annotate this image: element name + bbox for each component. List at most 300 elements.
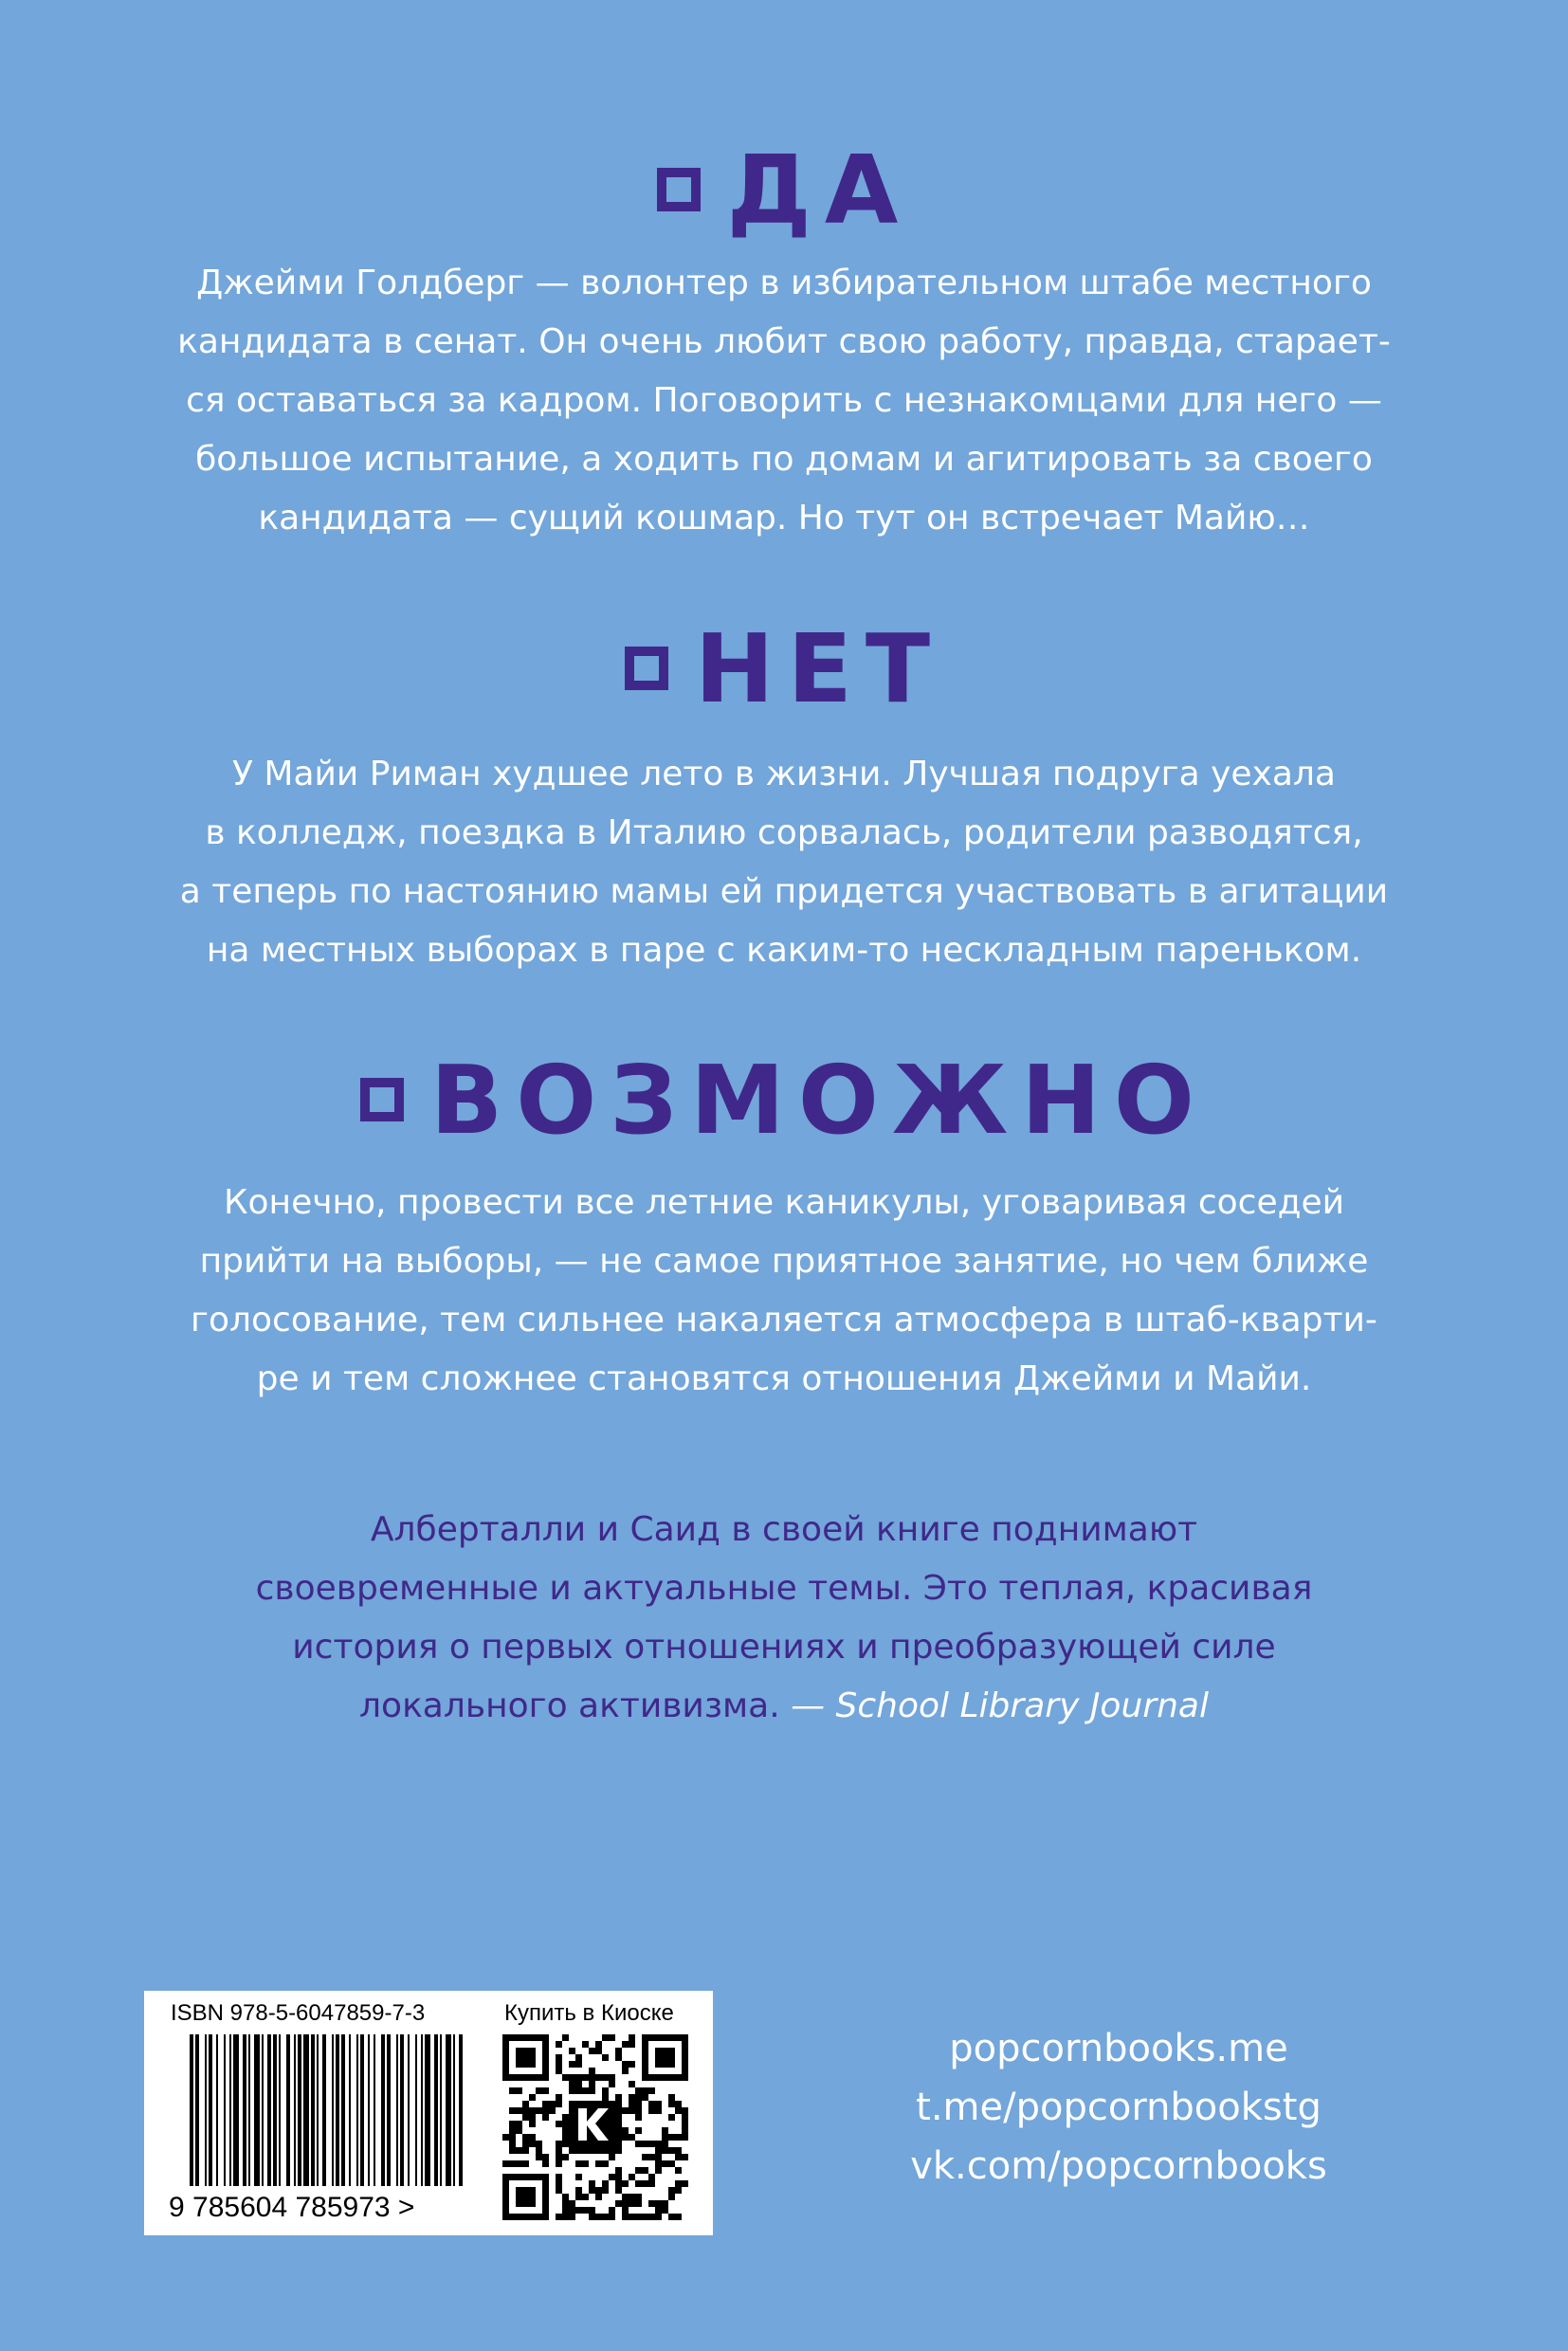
paragraph-line: голосование, тем сильнее накаляется атмосфера в штаб-кварти- — [191, 1301, 1377, 1340]
qr-module — [615, 2048, 622, 2054]
qr-module — [662, 2127, 668, 2134]
checkbox-icon — [625, 647, 668, 690]
qr-module — [589, 2048, 595, 2054]
qr-module — [562, 2207, 569, 2214]
qr-module — [575, 2187, 582, 2194]
barcode-bar — [332, 2034, 334, 2186]
qr-module — [556, 2147, 562, 2154]
qr-module — [522, 2107, 529, 2114]
barcode-bar — [425, 2034, 430, 2186]
qr-module — [675, 2154, 682, 2160]
qr-module — [655, 2167, 662, 2174]
qr-module — [562, 2074, 569, 2081]
qr-module — [509, 2121, 516, 2127]
qr-module — [562, 2134, 569, 2141]
qr-module — [529, 2134, 536, 2141]
qr-module — [589, 2068, 595, 2074]
barcode-bar — [396, 2034, 398, 2186]
qr-module — [622, 2180, 629, 2187]
qr-module — [509, 2141, 516, 2147]
qr-module — [662, 2134, 668, 2141]
qr-module — [655, 2107, 662, 2114]
section-yes — [0, 133, 1568, 246]
qr-module — [622, 2207, 629, 2214]
barcode-bar — [216, 2034, 218, 2186]
barcode-bar — [336, 2034, 339, 2186]
paragraph-line: ре и тем сложнее становятся отношения Джейми и Майи. — [256, 1359, 1312, 1398]
qr-module — [629, 2200, 635, 2207]
link-telegram[interactable]: t.me/popcornbookstg — [916, 2086, 1322, 2129]
qr-module — [556, 2180, 562, 2187]
qr-module — [629, 2134, 635, 2141]
barcode-bar — [421, 2034, 423, 2186]
link-website[interactable]: popcornbooks.me — [949, 2027, 1288, 2070]
qr-module — [682, 2127, 688, 2134]
quote-line: Алберталли и Саид в своей книге поднимают — [370, 1510, 1198, 1549]
heading-text: НЕТ — [694, 612, 944, 724]
qr-module — [569, 2048, 575, 2054]
barcode-bar — [273, 2034, 277, 2186]
qr-module — [629, 2061, 635, 2068]
qr-module — [582, 2087, 589, 2094]
qr-module — [642, 2154, 648, 2160]
qr-module — [575, 2194, 582, 2200]
qr-module — [509, 2087, 516, 2094]
barcode-bar — [408, 2034, 410, 2186]
qr-module — [648, 2214, 655, 2220]
qr-module — [575, 2074, 582, 2081]
barcode-bar — [254, 2034, 260, 2186]
qr-module — [668, 2101, 675, 2107]
barcode-bar — [248, 2034, 250, 2186]
qr-module — [635, 2127, 642, 2134]
qr-module — [602, 2180, 609, 2187]
qr-module — [542, 2114, 549, 2121]
review-quote — [133, 1501, 1435, 1736]
publisher-links — [815, 2019, 1422, 2196]
qr-module — [635, 2194, 642, 2200]
qr-module — [675, 2101, 682, 2107]
qr-module — [675, 2147, 682, 2154]
qr-module — [629, 2174, 635, 2180]
qr-module — [622, 2134, 629, 2141]
qr-module — [668, 2147, 675, 2154]
qr-module — [642, 2214, 648, 2220]
qr-module — [675, 2187, 682, 2194]
qr-module — [589, 2187, 595, 2194]
qr-module — [575, 2054, 582, 2061]
barcode-bar — [286, 2034, 290, 2186]
qr-module — [602, 2187, 609, 2194]
paragraph-line: большое испытание, а ходить по домам и агитировать за своего — [195, 440, 1373, 479]
qr-module — [642, 2094, 648, 2101]
qr-code[interactable] — [502, 2034, 688, 2220]
qr-module — [516, 2121, 522, 2127]
qr-module — [655, 2200, 662, 2207]
qr-module — [629, 2094, 635, 2101]
barcode-bar — [341, 2034, 345, 2186]
section-no — [0, 611, 1568, 725]
paragraph-line: на местных выборах в паре с каким-то нескладным пареньком. — [206, 931, 1362, 970]
qr-module — [569, 2061, 575, 2068]
paragraph-line: кандидата — сущий кошмар. Но тут он встречает Майю… — [258, 499, 1310, 538]
qr-module — [675, 2214, 682, 2220]
qr-module — [556, 2121, 562, 2127]
barcode-bar — [368, 2034, 370, 2186]
qr-module — [562, 2154, 569, 2160]
qr-module — [595, 2074, 602, 2081]
paragraph-line: кандидата в сенат. Он очень любит свою работу, правда, старает- — [177, 322, 1391, 361]
qr-module — [609, 2214, 615, 2220]
qr-module — [549, 2107, 556, 2114]
qr-module — [536, 2087, 542, 2094]
qr-module — [522, 2160, 529, 2167]
qr-module — [635, 2167, 642, 2174]
qr-module — [589, 2081, 595, 2087]
qr-module — [602, 2034, 609, 2041]
barcode-bar — [190, 2034, 193, 2186]
barcode-bar — [294, 2034, 296, 2186]
qr-module — [582, 2074, 589, 2081]
qr-module — [529, 2121, 536, 2127]
qr-module — [622, 2068, 629, 2074]
barcode-bar — [360, 2034, 364, 2186]
section-heading-yes — [0, 133, 1568, 246]
qr-module — [595, 2187, 602, 2194]
qr-module — [542, 2107, 549, 2114]
barcode-bar — [434, 2034, 438, 2186]
qr-module — [562, 2114, 569, 2121]
section-yes-paragraph — [133, 254, 1435, 548]
qr-module — [529, 2114, 536, 2121]
qr-module — [516, 2087, 522, 2094]
qr-module — [595, 2214, 602, 2220]
qr-module — [536, 2147, 542, 2154]
paragraph-line: Джейми Голдберг — волонтер в избирательном штабе местного — [196, 264, 1372, 302]
qr-module — [662, 2160, 668, 2167]
qr-module — [655, 2101, 662, 2107]
barcode-bar — [387, 2034, 391, 2186]
qr-module — [668, 2214, 675, 2220]
qr-module — [516, 2147, 522, 2154]
qr-module — [569, 2200, 575, 2207]
qr-finder — [655, 2048, 675, 2068]
qr-module — [575, 2207, 582, 2214]
qr-module — [648, 2087, 655, 2094]
qr-module — [655, 2214, 662, 2220]
qr-module — [522, 2114, 529, 2121]
qr-module — [675, 2167, 682, 2174]
qr-module — [682, 2114, 688, 2121]
qr-module — [609, 2034, 615, 2041]
qr-label: Купить в Киоске — [504, 2000, 674, 2026]
qr-module — [655, 2207, 662, 2214]
qr-module — [509, 2160, 516, 2167]
qr-module — [522, 2101, 529, 2107]
barcode-bar — [349, 2034, 351, 2186]
qr-module — [609, 2074, 615, 2081]
qr-module — [569, 2087, 575, 2094]
qr-module — [509, 2107, 516, 2114]
checkbox-icon — [657, 168, 701, 211]
quote-line: история о первых отношениях и преобразующей силе — [292, 1628, 1276, 1667]
qr-module — [556, 2141, 562, 2147]
qr-module — [582, 2041, 589, 2048]
barcode-bar — [209, 2034, 212, 2186]
barcode-bar — [205, 2034, 207, 2186]
qr-module — [556, 2174, 562, 2180]
quote-text: локального активизма. — [359, 1686, 780, 1725]
quote-line: своевременные и актуальные темы. Это теплая, красивая — [255, 1569, 1313, 1608]
qr-module — [602, 2074, 609, 2081]
link-vk[interactable]: vk.com/popcornbooks — [910, 2144, 1327, 2188]
qr-module — [622, 2194, 629, 2200]
barcode-bar — [453, 2034, 455, 2186]
qr-module — [615, 2167, 622, 2174]
qr-module — [648, 2141, 655, 2147]
qr-module — [609, 2174, 615, 2180]
qr-module — [682, 2134, 688, 2141]
qr-module — [635, 2180, 642, 2187]
qr-module — [655, 2160, 662, 2167]
qr-module — [536, 2107, 542, 2114]
qr-module — [682, 2121, 688, 2127]
qr-module — [556, 2054, 562, 2061]
qr-module — [562, 2127, 569, 2134]
qr-module — [562, 2214, 569, 2220]
qr-module — [542, 2087, 549, 2094]
barcode-digits: 9 785604 785973 > — [169, 2192, 415, 2223]
qr-module — [582, 2207, 589, 2214]
qr-module — [622, 2107, 629, 2114]
barcode-bar — [356, 2034, 358, 2186]
qr-module — [675, 2180, 682, 2187]
qr-module — [635, 2107, 642, 2114]
qr-module — [682, 2180, 688, 2187]
qr-module — [642, 2141, 648, 2147]
qr-module — [562, 2200, 569, 2207]
qr-module — [569, 2207, 575, 2214]
section-maybe-paragraph — [133, 1174, 1435, 1409]
qr-module — [549, 2101, 556, 2107]
qr-module — [615, 2187, 622, 2194]
qr-module — [589, 2074, 595, 2081]
qr-module — [662, 2141, 668, 2147]
barcode-panel — [144, 1991, 713, 2235]
qr-module — [642, 2087, 648, 2094]
qr-module — [668, 2114, 675, 2121]
qr-module — [629, 2081, 635, 2087]
qr-module — [595, 2194, 602, 2200]
barcode-bar — [446, 2034, 451, 2186]
qr-module — [595, 2041, 602, 2048]
qr-module — [675, 2107, 682, 2114]
qr-module — [648, 2200, 655, 2207]
qr-module — [575, 2160, 582, 2167]
qr-module — [589, 2087, 595, 2094]
qr-module — [522, 2141, 529, 2147]
barcode-bar — [440, 2034, 442, 2186]
qr-module — [622, 2200, 629, 2207]
section-heading-no — [0, 611, 1568, 725]
qr-module — [668, 2194, 675, 2200]
qr-module — [662, 2147, 668, 2154]
qr-module — [509, 2127, 516, 2134]
heading-text: ВОЗМОЖНО — [430, 1044, 1208, 1156]
qr-module — [629, 2034, 635, 2041]
qr-module — [675, 2134, 682, 2141]
paragraph-line: прийти на выборы, — не самое приятное занятие, но чем ближе — [199, 1242, 1369, 1281]
qr-module — [589, 2214, 595, 2220]
qr-module — [509, 2147, 516, 2154]
barcode-bar — [298, 2034, 301, 2186]
qr-module — [569, 2214, 575, 2220]
barcode-bar — [381, 2034, 385, 2186]
qr-module — [542, 2101, 549, 2107]
qr-module — [529, 2107, 536, 2114]
qr-module — [609, 2207, 615, 2214]
qr-module — [635, 2214, 642, 2220]
qr-module — [556, 2041, 562, 2048]
qr-module — [648, 2101, 655, 2107]
qr-finder — [516, 2048, 536, 2068]
qr-module — [642, 2167, 648, 2174]
barcode-bar — [415, 2034, 417, 2186]
barcode-bar — [374, 2034, 375, 2186]
paragraph-line: ся оставаться за кадром. Поговорить с незнакомцами для него — — [186, 381, 1382, 420]
qr-module — [682, 2154, 688, 2160]
qr-module — [642, 2180, 648, 2187]
qr-module — [529, 2141, 536, 2147]
qr-module — [615, 2180, 622, 2187]
qr-module — [668, 2160, 675, 2167]
qr-module — [522, 2147, 529, 2154]
qr-module — [622, 2127, 629, 2134]
qr-module — [622, 2214, 629, 2220]
qr-module — [648, 2174, 655, 2180]
qr-module — [635, 2101, 642, 2107]
qr-module — [635, 2141, 642, 2147]
isbn-barcode — [186, 2034, 470, 2196]
qr-module — [629, 2101, 635, 2107]
qr-module — [575, 2087, 582, 2094]
qr-module — [542, 2160, 549, 2167]
barcode-bar — [195, 2034, 199, 2186]
qr-module — [668, 2094, 675, 2101]
qr-module — [556, 2101, 562, 2107]
qr-module — [648, 2180, 655, 2187]
qr-module — [536, 2154, 542, 2160]
qr-module — [682, 2107, 688, 2114]
barcode-bar — [243, 2034, 246, 2186]
qr-module — [648, 2107, 655, 2114]
qr-module — [668, 2134, 675, 2141]
qr-module — [556, 2187, 562, 2194]
qr-module — [629, 2214, 635, 2220]
barcode-bar — [229, 2034, 231, 2186]
qr-module — [655, 2154, 662, 2160]
section-maybe — [0, 1038, 1568, 1161]
qr-module — [635, 2094, 642, 2101]
qr-module — [522, 2134, 529, 2141]
qr-module — [609, 2154, 615, 2160]
qr-module — [648, 2154, 655, 2160]
qr-module — [569, 2074, 575, 2081]
isbn-label: ISBN 978-5-6047859-7-3 — [171, 2000, 426, 2026]
qr-module — [615, 2054, 622, 2061]
qr-module — [529, 2094, 536, 2101]
qr-module — [542, 2154, 549, 2160]
qr-module — [556, 2061, 562, 2068]
paragraph-line: в колледж, поездка в Италию сорвалась, родители разводятся, — [205, 813, 1363, 852]
qr-module — [602, 2054, 609, 2061]
qr-module — [595, 2160, 602, 2167]
qr-module — [595, 2048, 602, 2054]
qr-module — [516, 2107, 522, 2114]
qr-module — [516, 2160, 522, 2167]
barcode-bar — [322, 2034, 326, 2186]
qr-module — [582, 2194, 589, 2200]
qr-module — [562, 2034, 569, 2041]
qr-module — [602, 2094, 609, 2101]
qr-module — [589, 2180, 595, 2187]
barcode-bar — [459, 2034, 463, 2186]
barcode-bar — [279, 2034, 281, 2186]
qr-module — [502, 2160, 509, 2167]
paragraph-line: Конечно, провести все летние каникулы, уговаривая соседей — [223, 1183, 1345, 1222]
qr-module — [629, 2041, 635, 2048]
section-no-paragraph — [133, 745, 1435, 980]
qr-module — [629, 2107, 635, 2114]
qr-module — [662, 2207, 668, 2214]
qr-module — [536, 2141, 542, 2147]
qr-module — [575, 2081, 582, 2087]
qr-module — [635, 2087, 642, 2094]
barcode-bar — [317, 2034, 319, 2186]
qr-module — [615, 2174, 622, 2180]
qr-module — [622, 2041, 629, 2048]
qr-module — [635, 2114, 642, 2121]
quote-line-last — [133, 1677, 1435, 1736]
paragraph-line: У Майи Риман худшее лето в жизни. Лучшая подруга уехала — [232, 755, 1336, 793]
qr-module — [516, 2127, 522, 2134]
checkbox-icon — [360, 1078, 404, 1121]
barcode-bar — [400, 2034, 404, 2186]
heading-text: ДА — [726, 134, 912, 246]
qr-module — [556, 2094, 562, 2101]
barcode-bar — [233, 2034, 239, 2186]
qr-module — [655, 2141, 662, 2147]
qr-module — [556, 2160, 562, 2167]
qr-module — [602, 2214, 609, 2220]
qr-module — [562, 2141, 569, 2147]
qr-module — [582, 2160, 589, 2167]
qr-module — [569, 2081, 575, 2087]
paragraph-line: а теперь по настоянию мамы ей придется участвовать в агитации — [179, 872, 1389, 911]
qr-module — [602, 2160, 609, 2167]
qr-module — [609, 2081, 615, 2087]
quote-source: — School Library Journal — [791, 1686, 1209, 1725]
qr-module — [562, 2194, 569, 2200]
qr-module — [575, 2174, 582, 2180]
qr-module — [556, 2068, 562, 2074]
barcode-bar — [311, 2034, 315, 2186]
barcode-bar — [303, 2034, 309, 2186]
qr-finder — [516, 2187, 536, 2207]
qr-module — [502, 2134, 509, 2141]
qr-module — [509, 2134, 516, 2141]
qr-module — [589, 2207, 595, 2214]
